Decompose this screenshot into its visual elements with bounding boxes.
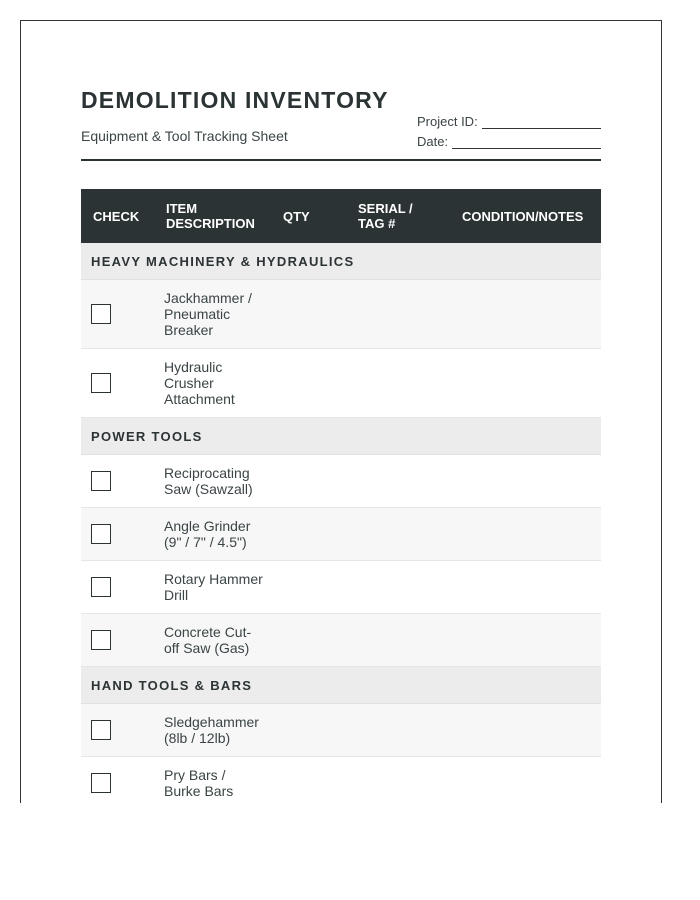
project-id-line[interactable] [482,115,601,129]
row-checkbox[interactable] [91,524,111,544]
table-row [81,614,601,667]
row-checkbox[interactable] [91,373,111,393]
table-row [81,757,601,803]
column-header-check: CHECK [93,208,140,224]
table-row [81,561,601,614]
row-checkbox[interactable] [91,577,111,597]
item-description: Angle Grinder (9" / 7" / 4.5") [164,518,251,550]
column-header-qty: QTY [283,208,310,224]
date-field[interactable] [417,129,601,149]
column-header-item: ITEM DESCRIPTION [166,201,255,231]
column-header-condition: CONDITION/NOTES [462,208,584,224]
page-title: DEMOLITION INVENTORY [81,87,389,113]
table-row [81,349,601,418]
date-line[interactable] [452,135,601,149]
sheet-header [81,87,601,161]
item-description: Sledgehammer (8lb / 12lb) [164,714,259,746]
inventory-sheet [20,20,662,803]
table-row [81,280,601,349]
date-label: Date: [417,134,449,149]
project-id-field[interactable] [417,109,601,129]
row-checkbox[interactable] [91,471,111,491]
item-description: Hydraulic Crusher Attachment [164,359,235,407]
item-description: Concrete Cut-off Saw (Gas) [164,624,252,656]
row-checkbox[interactable] [91,304,111,324]
item-description: Reciprocating Saw (Sawzall) [164,465,253,497]
section-hand-tools: HAND TOOLS & BARS [81,667,601,704]
column-header-serial: SERIAL / TAG # [358,201,413,231]
project-id-label: Project ID: [417,114,478,129]
item-description: Pry Bars / Burke Bars [164,767,234,799]
item-description: Jackhammer / Pneumatic Breaker [164,290,252,338]
table-row [81,508,601,561]
table-header [81,189,601,243]
page-subtitle: Equipment & Tool Tracking Sheet [81,128,288,144]
inventory-table [81,189,601,803]
table-row [81,455,601,508]
section-power-tools: POWER TOOLS [81,418,601,455]
table-row [81,704,601,757]
section-heavy-machinery: HEAVY MACHINERY & HYDRAULICS [81,243,601,280]
row-checkbox[interactable] [91,630,111,650]
row-checkbox[interactable] [91,773,111,793]
item-description: Rotary Hammer Drill [164,571,263,603]
row-checkbox[interactable] [91,720,111,740]
meta-fields [417,109,601,149]
